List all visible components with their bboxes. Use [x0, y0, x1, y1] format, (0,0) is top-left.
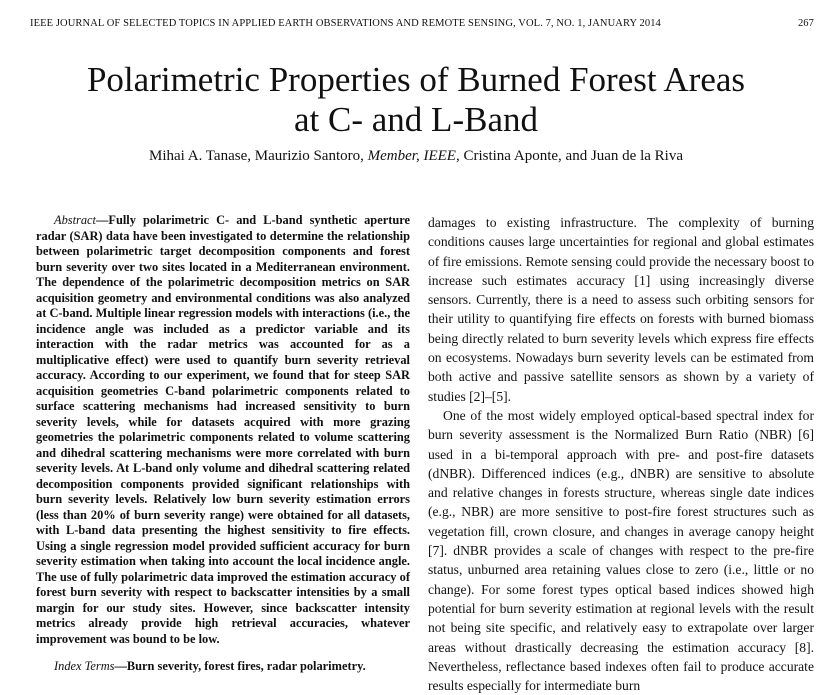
title-line-1: Polarimetric Properties of Burned Forest Areas — [86, 60, 746, 99]
title-line-2: at C- and L-Band — [294, 100, 538, 139]
index-terms-label: Index Terms — [54, 659, 115, 673]
author-2-membership: Member, IEEE, — [367, 148, 460, 164]
left-column — [36, 213, 410, 675]
author-list — [0, 148, 832, 165]
abstract-text: —Fully polarimetric C- and L-band synthetic aperture radar (SAR) data have been investigated to determine the relationship between polarimetric target decomposition components and forest burn severity over two sites located in a Mediterranean environment. The dependence of the polarimetric decomposition metrics on SAR acquisition geometry and environmental conditions was also analyzed at C-band. Multiple linear regression models with interactions (i.e., the incidence angle was included as a predictor variable and its interaction with the radar metrics was accounted for as a multiplicative effect) were used to quantify burn severity retrieval accuracy. According to our experiment, we found that for steep SAR acquisition geometries C-band polarimetric components related to surface scattering mechanisms had increased sensitivity to burn severity levels, while for datasets acquired with more grazing geometries the polarimetric components related to volume scattering and dihedral scattering mechanisms were more correlated with burn severity levels. At L-band only volume and dihedral scattering related decomposition components provided significant relationships with burn severity levels. Relatively low burn severity estimation errors (less than 20% of burn severity range) were obtained for all datasets, with L-band data presenting the highest sensitivity to fire effects. Using a single regression model provided sufficient accuracy for burn severity estimation when taking into account the local incidence angle. The use of fully polarimetric data improved the estimation accuracy of forest burn severity with respect to backscatter intensities by a small margin for our study sites. However, since backscatter intensity metrics already provide high retrieval accuracies, whatever improvement was bound to be low. — [36, 213, 410, 646]
running-header — [30, 18, 814, 34]
right-column — [428, 213, 814, 695]
author-3-4: Cristina Aponte, and Juan de la Riva — [463, 148, 683, 164]
author-2: Maurizio Santoro, — [254, 148, 364, 164]
abstract — [36, 213, 410, 647]
index-terms-text: —Burn severity, forest fires, radar polarimetry. — [114, 659, 366, 673]
paper-title — [0, 60, 832, 140]
journal-header: IEEE JOURNAL OF SELECTED TOPICS IN APPLIED EARTH OBSERVATIONS AND REMOTE SENSING, VOL. 7, NO. 1, JANUARY 2014 — [30, 18, 661, 29]
body-paragraph-2: One of the most widely employed optical-based spectral index for burn severity assessment is the Normalized Burn Ratio (NBR) [6] used in a bi-temporal approach with pre- and post-fire datasets (dNBR). Differenced indices (e.g., dNBR) are sensitive to absolute and relative changes in forests structure, whereas single date indices (e.g., NBR) are more sensitive to post-fire forest structures such as vegetation fill, crown closure, and changes in average canopy height [7]. dNBR provides a scale of changes with respect to the pre-fire status, unburned area retaining values close to zero (i.e., little or no change). For some forest types optical based indices showed high potential for burn severity estimation at regional levels with the result not being site specific, and relatively easy to extrapolate over larger areas without drastically decreasing the estimation accuracy [8]. Nevertheless, reflectance based indexes often fail to produce accurate results especially for intermediate burn — [428, 407, 814, 694]
index-terms — [36, 659, 410, 675]
page-number: 267 — [797, 18, 814, 29]
body-paragraph-1: damages to existing infrastructure. The complexity of burning conditions causes large uncertainties for regional and global estimates of fire emissions. Remote sensing could provide the necessary boost to increase such estimates accuracy [1] using increasingly diverse sensors. Currently, there is a need to assess such orbiting sensors for their utility to quantifying fire effects on forests with burned biomass being directly related to burn severity levels which express fire effects on ecosystems. Nowadays burn severity levels can be estimated from both active and passive satellite sensors as shown by a variety of studies [2]–[5]. — [428, 215, 814, 404]
author-1: Mihai A. Tanase, — [148, 148, 251, 164]
abstract-label: Abstract — [54, 213, 96, 227]
